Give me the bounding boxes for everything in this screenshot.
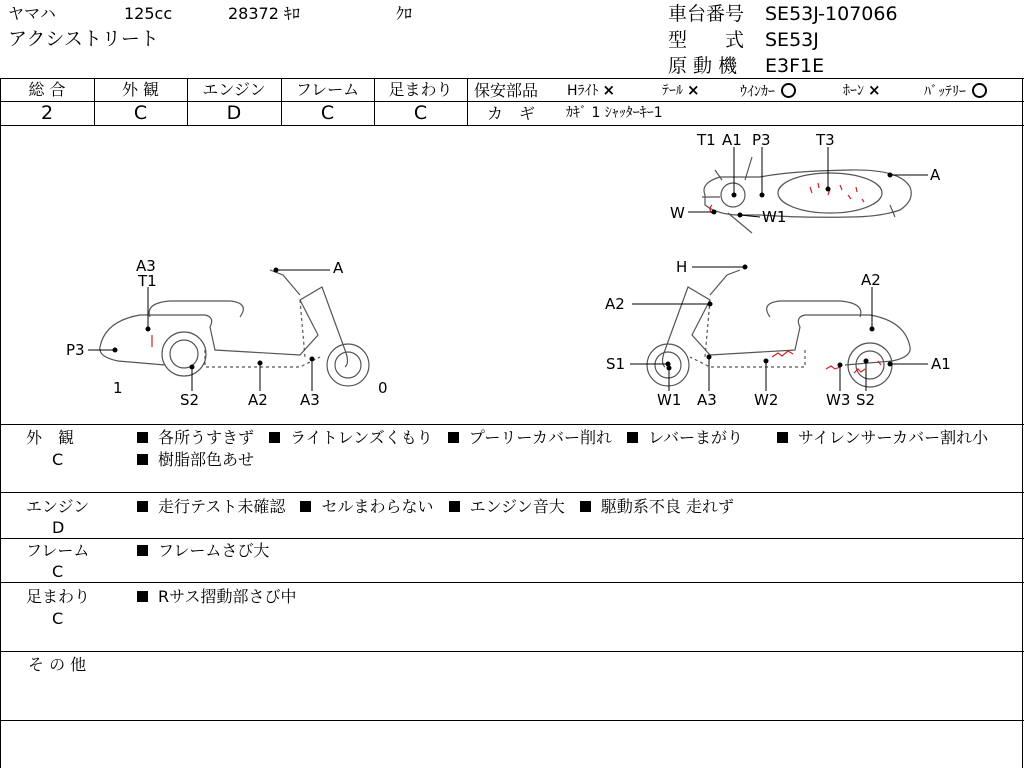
left-label-a: A	[333, 259, 344, 277]
grade-frame-label: フレーム	[295, 80, 360, 99]
top-view-leaders	[688, 147, 928, 217]
remark-item: フレームさび大	[158, 541, 270, 560]
right-label-a2: A2	[861, 271, 881, 289]
remark-item: レバーまがり	[648, 428, 744, 447]
cross-icon: ×	[687, 81, 700, 99]
circle-icon	[781, 83, 796, 98]
maker: ヤマハ	[8, 4, 56, 23]
grade-exterior: C	[133, 102, 148, 124]
remarks-suspension-label: 足まわり	[26, 587, 91, 606]
displacement: 125cc	[124, 4, 173, 23]
remark-item: 走行テスト未確認	[158, 497, 286, 516]
divider	[467, 78, 468, 125]
grade-total: 2	[40, 102, 54, 124]
remark-item: ライトレンズくもり	[290, 428, 433, 447]
remarks-exterior-line2	[137, 452, 254, 468]
grade-suspension-label: 足まわり	[388, 80, 453, 99]
mileage: 28372 ｷﾛ	[228, 4, 300, 23]
right-label-a3: A3	[697, 391, 717, 409]
left-label-a2: A2	[248, 391, 268, 409]
top-label-a: A	[930, 166, 941, 184]
right-label-w3: W3	[826, 391, 851, 409]
right-view-leaders	[630, 265, 928, 391]
grade-total-label: 総 合	[28, 80, 66, 99]
top-label-t3: T3	[816, 131, 835, 149]
divider	[0, 582, 1024, 583]
remark-item: プーリーカバー削れ	[468, 428, 613, 447]
winker-label: ｳｲﾝｶｰ	[740, 84, 775, 100]
type-label: 型 式	[668, 29, 745, 51]
frame-no: SE53J-107066	[765, 3, 898, 25]
remarks-other-label: そ の 他	[28, 655, 87, 674]
right-label-w1: W1	[657, 391, 682, 409]
right-label-a1: A1	[931, 355, 951, 373]
remarks-exterior-label: 外 観	[26, 428, 75, 447]
top-label-w1: W1	[762, 208, 787, 226]
remarks-engine-line	[137, 499, 734, 515]
right-label-s2: S2	[856, 391, 876, 409]
top-label-p3: P3	[752, 131, 771, 149]
bullet-icon	[137, 591, 148, 602]
top-label-w: W	[670, 204, 685, 222]
safety-winker	[740, 83, 796, 99]
color: ｸﾛ	[396, 4, 413, 23]
left-label-p3: P3	[66, 341, 85, 359]
bullet-icon	[300, 501, 311, 512]
remark-item: 樹脂部色あせ	[158, 450, 255, 469]
grade-engine: D	[226, 102, 242, 124]
left-view-leaders	[88, 268, 330, 391]
divider	[0, 538, 1024, 539]
right-label-a2b: A2	[605, 295, 625, 313]
left-label-s2: S2	[180, 391, 200, 409]
remarks-exterior-grade: C	[52, 450, 64, 469]
right-label-h: H	[676, 258, 688, 276]
remarks-engine-grade: D	[52, 518, 65, 537]
remarks-suspension-grade: C	[52, 609, 64, 628]
safety-label: 保安部品	[474, 81, 539, 100]
battery-label: ﾊﾞｯﾃﾘｰ	[924, 84, 966, 100]
model-name: アクシストリート	[8, 28, 159, 50]
remarks-suspension-line	[137, 589, 296, 605]
headlight-label: Hﾗｲﾄ	[567, 83, 599, 99]
left-label-a3: A3	[136, 257, 156, 275]
remarks-exterior-line1b	[777, 430, 988, 446]
bullet-icon	[777, 432, 788, 443]
safety-taillight	[662, 83, 700, 98]
remark-item: セルまわらない	[321, 497, 434, 516]
remarks-engine-label: エンジン	[26, 497, 90, 516]
bullet-icon	[137, 454, 148, 465]
grade-suspension: C	[413, 102, 428, 124]
remark-item: Rサス摺動部さび中	[158, 587, 297, 606]
remark-item: エンジン音大	[469, 497, 565, 516]
divider	[0, 492, 1024, 493]
bullet-icon	[580, 501, 591, 512]
grade-exterior-label: 外 観	[121, 80, 160, 99]
cross-icon: ×	[868, 81, 881, 99]
left-label-a3b: A3	[300, 391, 320, 409]
horn-label: ﾎｰﾝ	[843, 83, 864, 99]
safety-battery	[924, 83, 987, 99]
cross-icon: ×	[602, 81, 616, 99]
divider	[0, 78, 1024, 79]
remarks-frame-grade: C	[52, 562, 64, 581]
scooter-diagram	[0, 125, 1024, 425]
remark-item: 各所うすきず	[158, 428, 255, 447]
bullet-icon	[627, 432, 638, 443]
bullet-icon	[137, 432, 148, 443]
remarks-exterior-line1	[137, 430, 743, 446]
type-value: SE53J	[765, 29, 819, 51]
divider	[0, 720, 1024, 721]
bullet-icon	[137, 545, 148, 556]
bullet-icon	[448, 432, 459, 443]
divider	[0, 651, 1024, 652]
right-label-s1: S1	[606, 355, 626, 373]
engine-value: E3F1E	[765, 55, 825, 77]
safety-horn	[843, 83, 881, 98]
right-label-w2: W2	[754, 391, 779, 409]
grade-frame: C	[320, 102, 335, 124]
bullet-icon	[269, 432, 280, 443]
bullet-icon	[137, 501, 148, 512]
remark-item: サイレンサーカバー割れ小	[798, 428, 989, 447]
bullet-icon	[449, 501, 460, 512]
remarks-frame-line	[137, 543, 269, 559]
safety-headlight	[567, 83, 615, 98]
left-label-t1: T1	[138, 272, 157, 290]
remarks-frame-label: フレーム	[26, 541, 90, 560]
key-text: ｶｷﾞ 1 ｼｬｯﾀｰｷｰ1	[566, 105, 663, 121]
grade-engine-label: エンジン	[202, 80, 266, 99]
top-label-t1: T1	[697, 131, 716, 149]
frame-no-label: 車台番号	[668, 3, 745, 25]
remark-item: 駆動系不良 走れず	[600, 497, 734, 516]
circle-icon	[972, 83, 987, 98]
left-label-1: 1	[113, 379, 123, 397]
top-label-a1: A1	[722, 131, 742, 149]
taillight-label: ﾃｰﾙ	[662, 83, 683, 99]
key-label: カ ギ	[487, 104, 536, 123]
left-label-0: 0	[378, 379, 388, 397]
divider	[468, 101, 1024, 102]
engine-label: 原 動 機	[668, 55, 738, 77]
